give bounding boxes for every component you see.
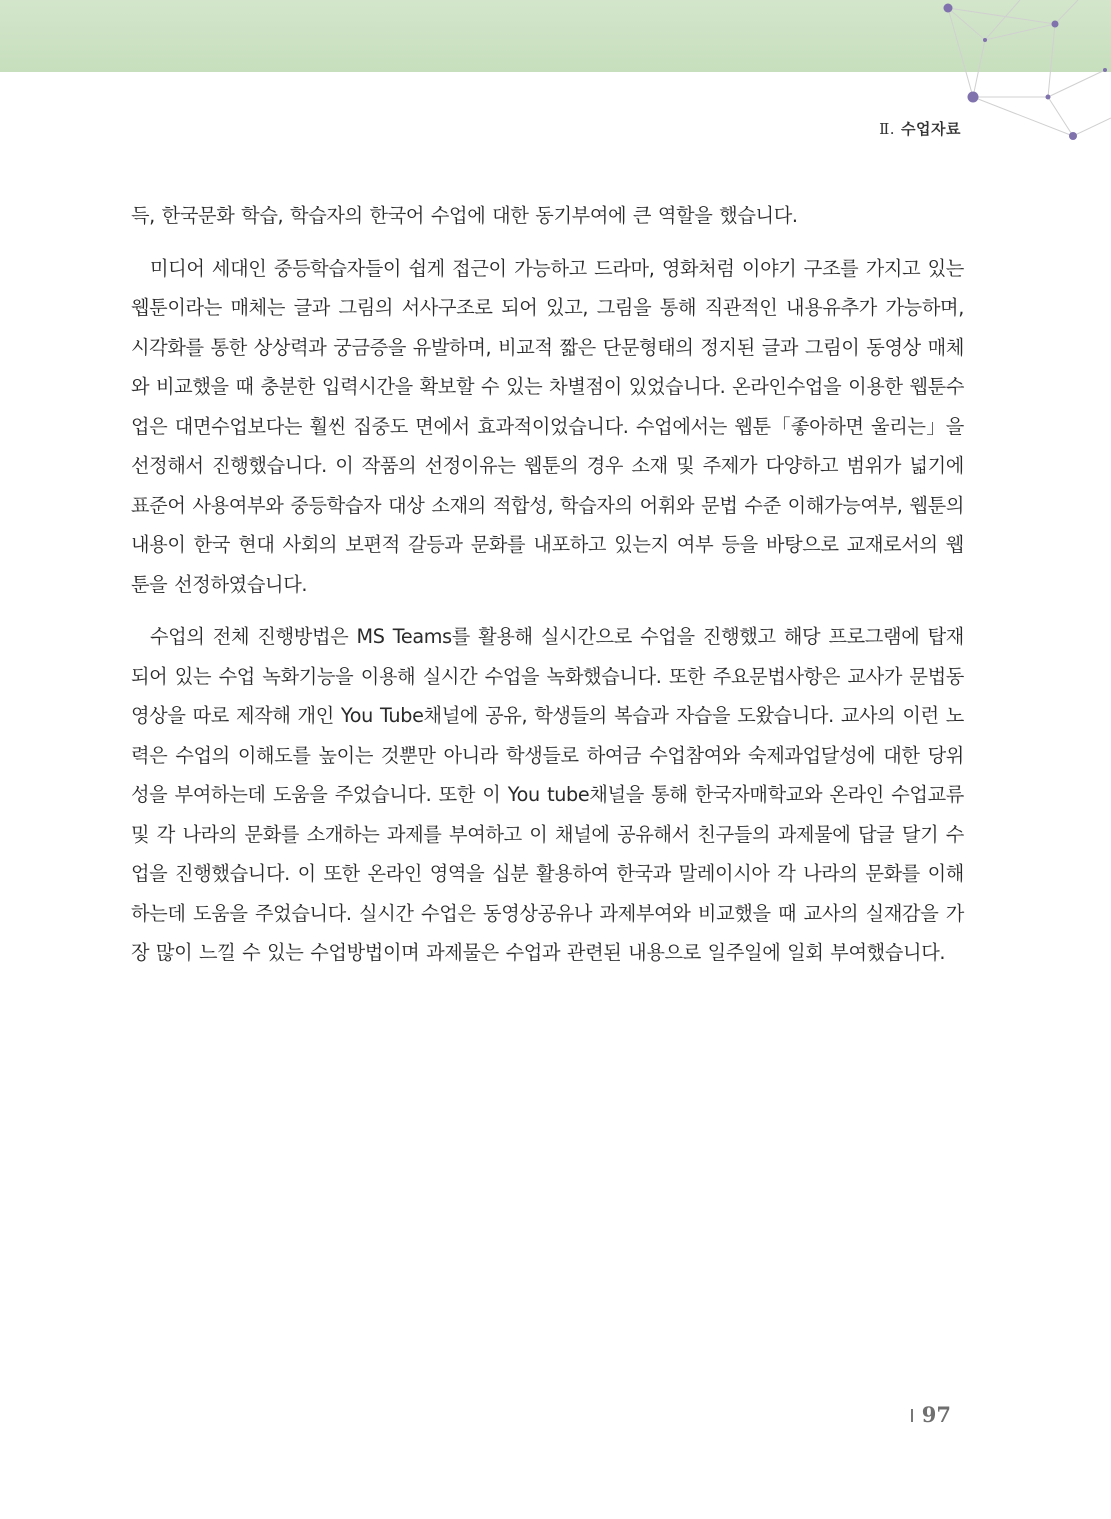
page-footer: [911, 1402, 951, 1427]
paragraph-webtoon-media: 미디어 세대인 중등학습자들이 쉽게 접근이 가능하고 드라마, 영화처럼 이야기 구조를 가지고 있는 웹툰이라는 매체는 글과 그림의 서사구조로 되어 있고, 그림을 통해 직관적인 내용유추가 가능하며, 시각화를 통한 상상력과 궁금증을 유발하며, 비교적 짧은 단문형태의 정지된 글과 그림이 동영상 매체와 비교했을 때 충분한 입력시간을 확보할 수 있는 차별점이 있었습니다. 온라인수업을 이용한 웹툰수업은 대면수업보다는 훨씬 집중도 면에서 효과적이었습니다. 수업에서는 웹툰「좋아하면 울리는」을 선정해서 진행했습니다. 이 작품의 선정이유는 웹툰의 경우 소재 및 주제가 다양하고 범위가 넓기에 표준어 사용여부와 중등학습자 대상 소재의 적합성, 학습자의 어휘와 문법 수준 이해가능여부, 웹툰의 내용이 한국 현대 사회의 보편적 갈등과 문화를 내포하고 있는지 여부 등을 바탕으로 교재로서의 웹툰을 선정하였습니다.: [131, 256, 964, 596]
page-divider-bar: [911, 1409, 913, 1422]
section-header: [879, 118, 961, 139]
network-decoration-icon: [900, 0, 1111, 170]
page-number: 97: [921, 1402, 951, 1427]
section-title: 수업자료: [901, 120, 961, 138]
paragraph-continuation: 득, 한국문화 학습, 학습자의 한국어 수업에 대한 동기부여에 큰 역할을 했습니다.: [131, 204, 798, 227]
paragraph-class-method: 수업의 전체 진행방법은 MS Teams를 활용해 실시간으로 수업을 진행했고 해당 프로그램에 탑재되어 있는 수업 녹화기능을 이용해 실시간 수업을 녹화했습니다. 또한 주요문법사항은 교사가 문법동영상을 따로 제작해 개인 You Tube채널에 공유, 학생들의 복습과 자습을 도왔습니다. 교사의 이런 노력은 수업의 이해도를 높이는 것뿐만 아니라 학생들로 하여금 수업참여와 숙제과업달성에 대한 당위성을 부여하는데 도움을 주었습니다. 또한 이 You tube채널을 통해 한국자매학교와 온라인 수업교류 및 각 나라의 문화를 소개하는 과제를 부여하고 이 채널에 공유해서 친구들의 과제물에 답글 달기 수업을 진행했습니다. 이 또한 온라인 영역을 십분 활용하여 한국과 말레이시아 각 나라의 문화를 이해하는데 도움을 주었습니다. 실시간 수업은 동영상공유나 과제부여와 비교했을 때 교사의 실재감을 가장 많이 느낄 수 있는 수업방법이며 과제물은 수업과 관련된 내용으로 일주일에 일회 부여했습니다.: [131, 625, 964, 964]
body-text: [131, 196, 964, 986]
section-roman-numeral: Ⅱ.: [879, 120, 896, 138]
